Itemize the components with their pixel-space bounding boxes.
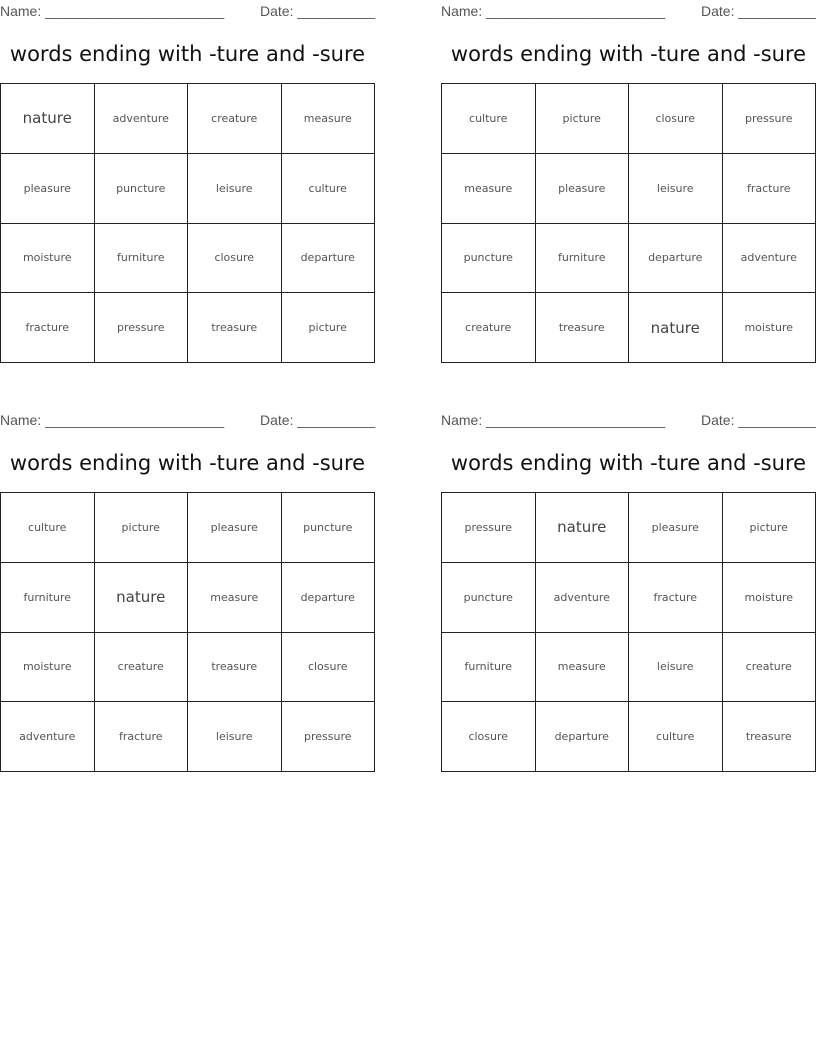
bingo-card xyxy=(0,409,375,779)
bingo-cell: fracture xyxy=(95,702,189,772)
bingo-cell: closure xyxy=(442,702,536,772)
bingo-cell: moisture xyxy=(723,563,816,633)
card-title: words ending with -ture and -sure xyxy=(450,42,807,66)
bingo-cell: creature xyxy=(188,84,282,154)
bingo-cell: pleasure xyxy=(188,493,282,563)
bingo-cell: furniture xyxy=(95,224,189,294)
bingo-cell: nature xyxy=(95,563,189,633)
bingo-cell: puncture xyxy=(442,563,536,633)
bingo-cell: departure xyxy=(629,224,723,294)
header-row xyxy=(0,411,375,429)
bingo-cell: departure xyxy=(282,563,376,633)
bingo-cell: departure xyxy=(282,224,376,294)
bingo-cell: puncture xyxy=(442,224,536,294)
bingo-cell: measure xyxy=(188,563,282,633)
bingo-cell: culture xyxy=(442,84,536,154)
bingo-cell: creature xyxy=(95,633,189,703)
bingo-cell: culture xyxy=(629,702,723,772)
bingo-cell: picture xyxy=(536,84,630,154)
date-field-label: Date: __________ xyxy=(260,3,376,19)
name-field-label: Name: _______________________ xyxy=(0,3,225,19)
date-field-label: Date: __________ xyxy=(701,3,816,19)
bingo-card xyxy=(441,0,816,370)
bingo-cell: picture xyxy=(95,493,189,563)
bingo-cell: picture xyxy=(723,493,816,563)
bingo-grid xyxy=(0,492,375,772)
bingo-cell: pressure xyxy=(95,293,189,363)
bingo-cell: fracture xyxy=(723,154,816,224)
bingo-cell: fracture xyxy=(629,563,723,633)
header-row xyxy=(441,411,816,429)
bingo-cell: pleasure xyxy=(629,493,723,563)
bingo-cell: moisture xyxy=(1,224,95,294)
bingo-cell: adventure xyxy=(536,563,630,633)
bingo-cell: pressure xyxy=(282,702,376,772)
bingo-cell: creature xyxy=(442,293,536,363)
bingo-cell: fracture xyxy=(1,293,95,363)
bingo-cell: pleasure xyxy=(536,154,630,224)
date-field-label: Date: __________ xyxy=(701,412,816,428)
bingo-cell: pleasure xyxy=(1,154,95,224)
bingo-cell: nature xyxy=(1,84,95,154)
bingo-cell: furniture xyxy=(536,224,630,294)
bingo-card xyxy=(0,0,375,370)
name-field-label: Name: _______________________ xyxy=(0,412,225,428)
bingo-grid xyxy=(441,83,816,363)
bingo-cell: puncture xyxy=(282,493,376,563)
bingo-cell: moisture xyxy=(1,633,95,703)
bingo-cell: adventure xyxy=(1,702,95,772)
name-field-label: Name: _______________________ xyxy=(441,412,666,428)
date-field-label: Date: __________ xyxy=(260,412,376,428)
bingo-cell: culture xyxy=(1,493,95,563)
bingo-cell: culture xyxy=(282,154,376,224)
bingo-cell: leisure xyxy=(188,154,282,224)
card-title: words ending with -ture and -sure xyxy=(9,451,366,475)
bingo-cell: closure xyxy=(188,224,282,294)
bingo-cell: moisture xyxy=(723,293,816,363)
bingo-cell: closure xyxy=(282,633,376,703)
bingo-card xyxy=(441,409,816,779)
bingo-cell: puncture xyxy=(95,154,189,224)
card-title: words ending with -ture and -sure xyxy=(9,42,366,66)
bingo-cell: leisure xyxy=(188,702,282,772)
bingo-cell: adventure xyxy=(95,84,189,154)
bingo-cell: pressure xyxy=(723,84,816,154)
bingo-cell: measure xyxy=(282,84,376,154)
bingo-grid xyxy=(0,83,375,363)
bingo-cell: creature xyxy=(723,633,816,703)
bingo-cell: picture xyxy=(282,293,376,363)
bingo-cell: treasure xyxy=(188,633,282,703)
bingo-cell: leisure xyxy=(629,154,723,224)
header-row xyxy=(441,2,816,20)
bingo-cell: nature xyxy=(629,293,723,363)
bingo-cell: furniture xyxy=(442,633,536,703)
header-row xyxy=(0,2,375,20)
bingo-cell: measure xyxy=(442,154,536,224)
bingo-cell: adventure xyxy=(723,224,816,294)
name-field-label: Name: _______________________ xyxy=(441,3,666,19)
bingo-cell: treasure xyxy=(188,293,282,363)
bingo-cell: closure xyxy=(629,84,723,154)
bingo-cell: departure xyxy=(536,702,630,772)
bingo-cell: treasure xyxy=(536,293,630,363)
bingo-cell: pressure xyxy=(442,493,536,563)
bingo-cell: treasure xyxy=(723,702,816,772)
bingo-cell: furniture xyxy=(1,563,95,633)
bingo-cell: nature xyxy=(536,493,630,563)
card-title: words ending with -ture and -sure xyxy=(450,451,807,475)
bingo-cell: measure xyxy=(536,633,630,703)
bingo-grid xyxy=(441,492,816,772)
bingo-cell: leisure xyxy=(629,633,723,703)
